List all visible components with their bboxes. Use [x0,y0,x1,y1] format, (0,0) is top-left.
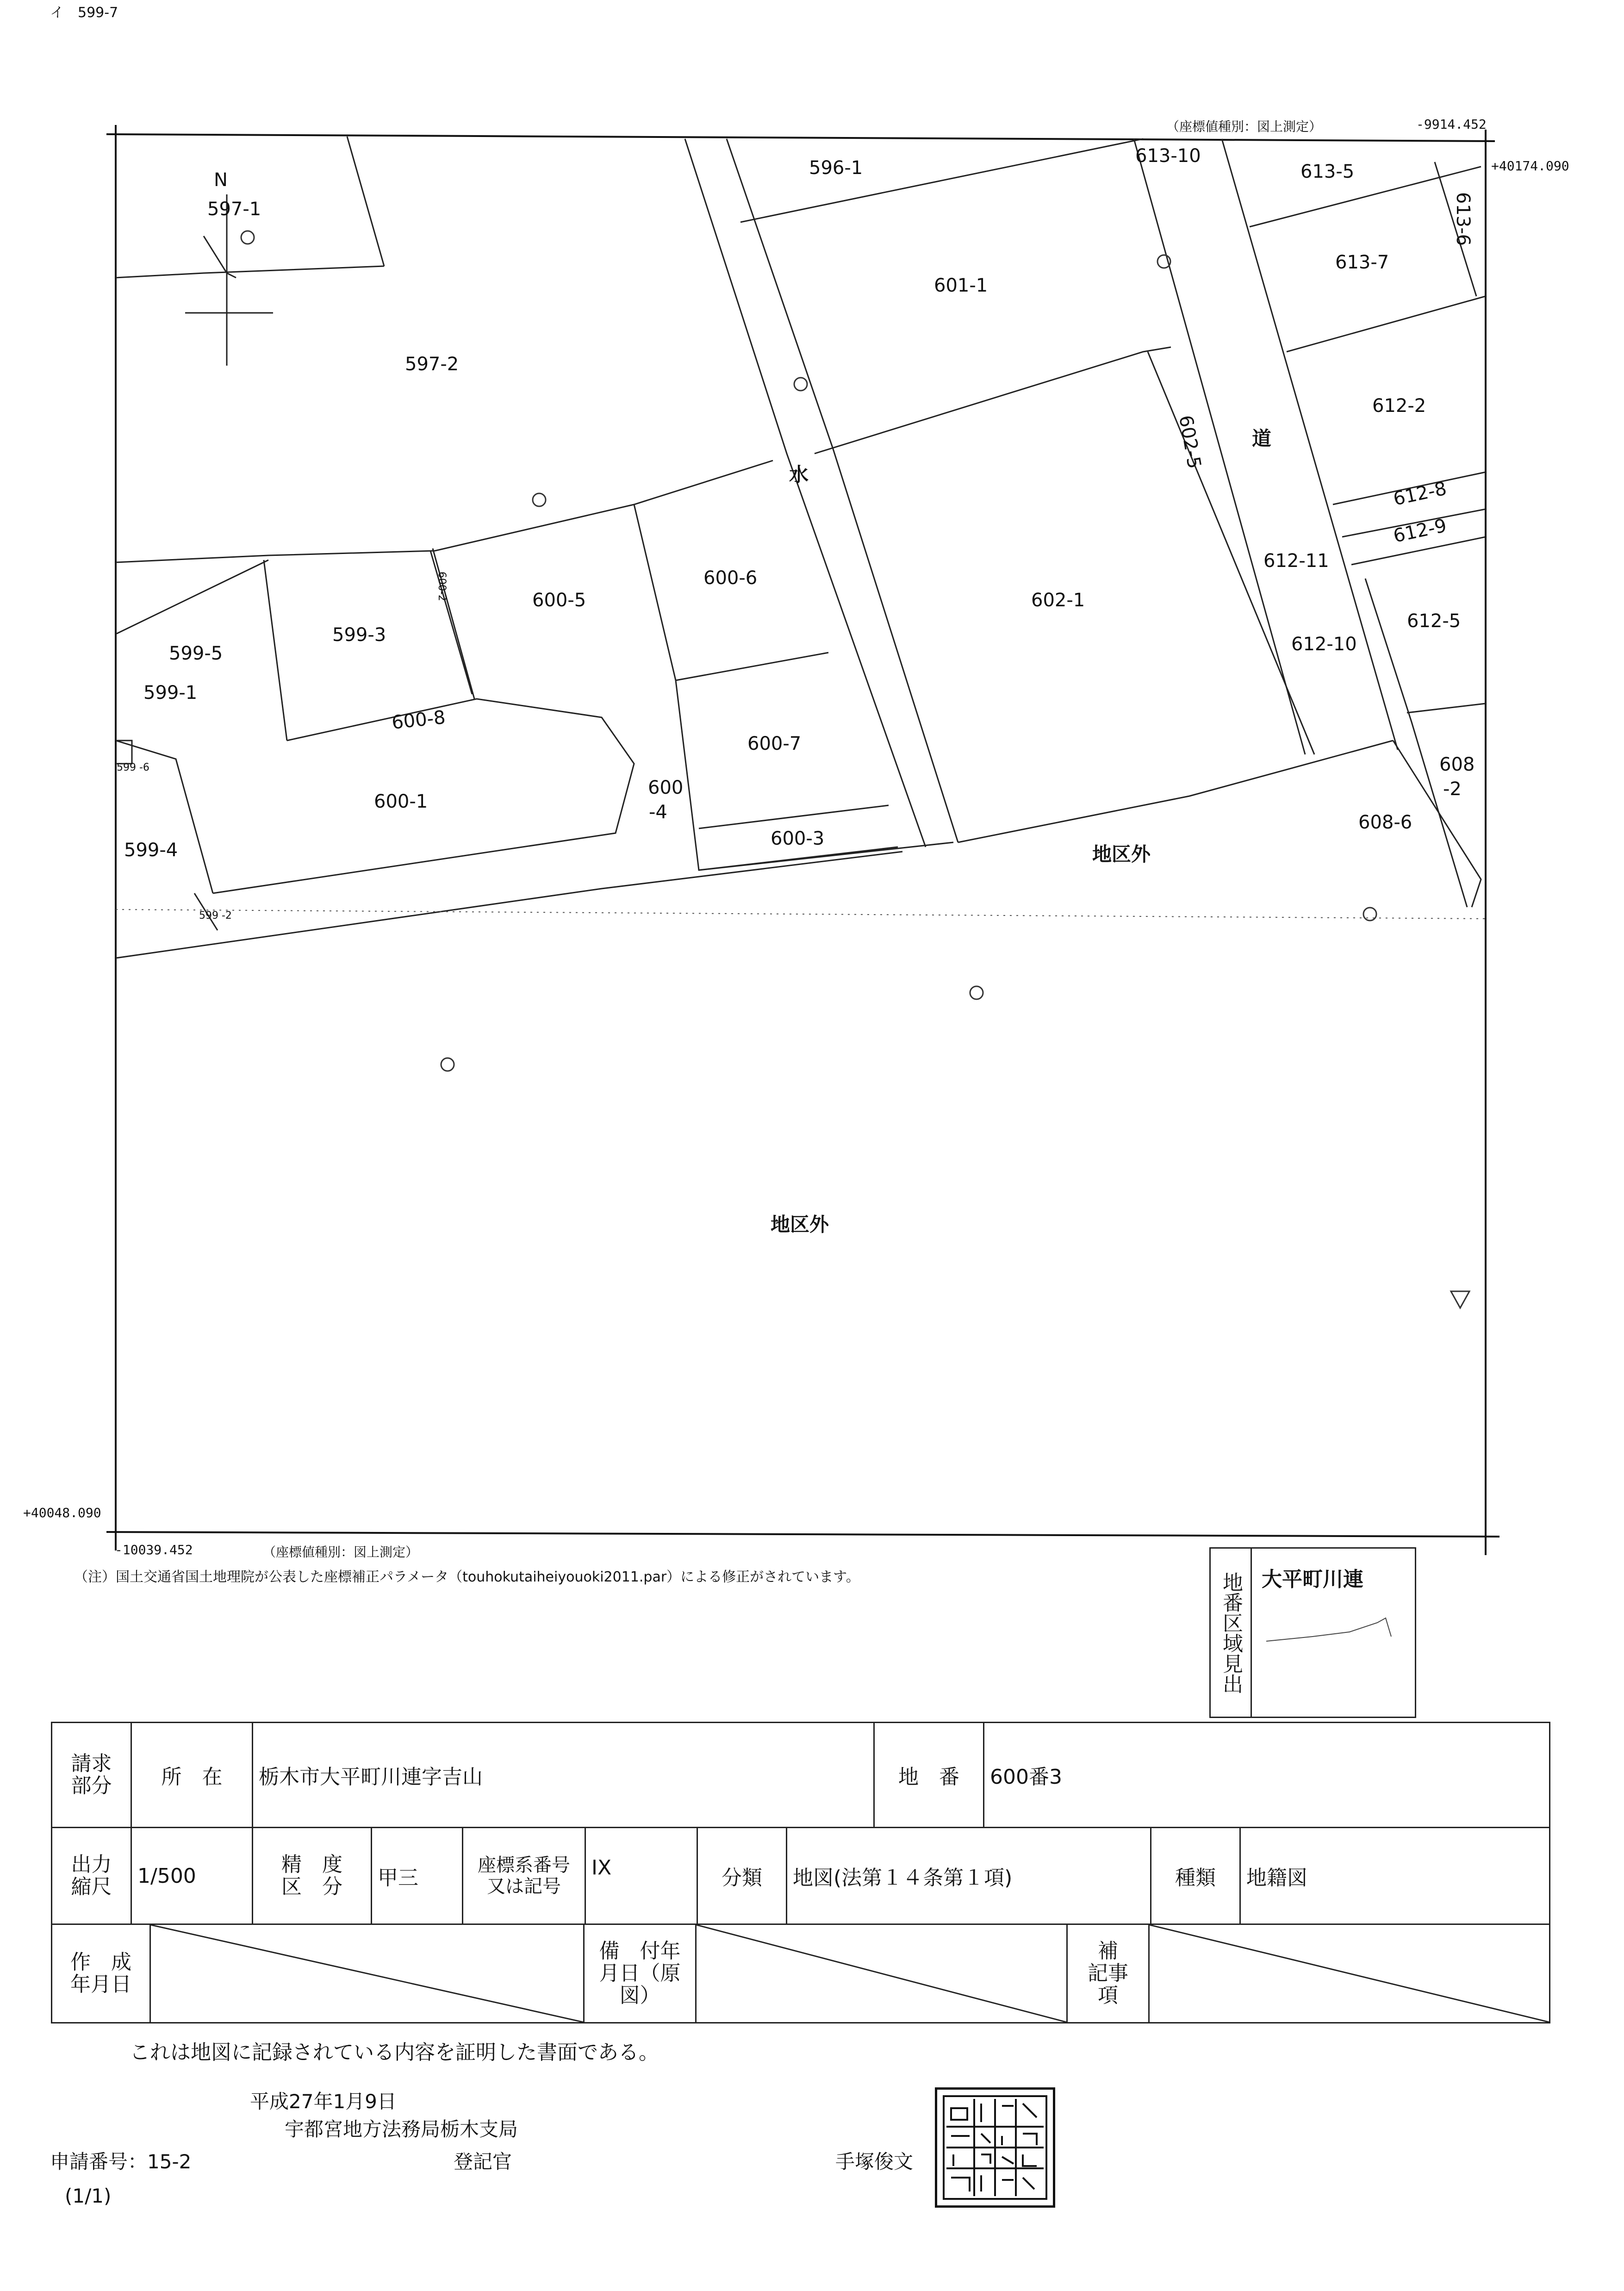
parcel-612-9: 612-9 [1391,515,1449,547]
location-value: 栃木市大平町川連字吉山 [259,1765,483,1789]
parcel-600-8: 600-8 [391,707,447,734]
coord-top-right-x: -9914.452 [1416,117,1487,132]
parcel-600-7: 600-7 [747,733,802,754]
kind-label: 種類 [1175,1866,1216,1890]
precision-label: 精 度区 分 [281,1853,342,1899]
coord-bottom-left-y: +40048.090 [23,1505,101,1520]
parcel-596-1: 596-1 [809,157,863,179]
precision-label-cell [252,1827,372,1925]
page-indicator: (1/1) [65,2185,112,2207]
parcel-599-1: 599-1 [143,682,198,703]
parcel-612-8: 612-8 [1391,478,1449,510]
legend-header: 地番区域見出 [1211,1549,1252,1717]
kind-value-cell [1239,1827,1550,1925]
water-label: 水 [789,463,809,486]
parcel-613-6: 613-6 [1452,192,1474,246]
legend-sketch [1266,1609,1405,1655]
kind-label-cell [1150,1827,1241,1925]
parcel-602-1: 602-1 [1031,590,1085,611]
coord-top-right-y: +40174.090 [1491,158,1569,174]
parcel-601-1: 601-1 [934,275,988,296]
coord-system-value: IX [591,1856,612,1880]
lot-value-cell [983,1722,1550,1828]
coord-system-label: 座標系番号又は記号 [478,1855,570,1897]
parcel-608-2-a: 608 [1439,754,1475,775]
class-value: 地図(法第１４条第１項) [793,1866,1013,1890]
precision-value-cell [371,1827,463,1925]
remarks-date-label: 備 付年月日（原図） [599,1939,681,2007]
class-label-cell [697,1827,787,1925]
lot-area-legend [1209,1547,1416,1718]
outside-district-label-1: 地区外 [1092,843,1151,865]
parcel-597-2: 597-2 [405,354,459,375]
parcel-613-7: 613-7 [1335,252,1389,273]
parcel-600-6: 600-6 [703,567,758,589]
kind-value: 地籍図 [1246,1866,1307,1890]
parcel-599-2: 599 -2 [199,910,232,921]
class-value-cell [786,1827,1151,1925]
parcel-600-3: 600-3 [771,828,825,849]
parcel-600-1: 600-1 [374,791,428,812]
correction-note: （注）国土交通省国土地理院が公表した座標補正パラメータ（touhokutaiheiyouoki2011.par）による修正がされています。 [74,1569,860,1585]
info-table [51,1722,1550,2023]
parcel-613-5: 613-5 [1300,161,1355,182]
scale-label: 出力縮尺 [71,1853,112,1899]
certification-statement: これは地図に記録されている内容を証明した書面である。 [130,2041,659,2064]
scale-value-cell [131,1827,253,1925]
scale-label-cell [51,1827,132,1925]
parcel-600-2: 600-2 [436,572,448,601]
parcel-597-1: 597-1 [207,199,261,220]
parcel-599-4: 599-4 [124,840,178,861]
outside-district-label-2: 地区外 [771,1213,829,1236]
parcel-600-5: 600-5 [532,590,586,611]
parcel-608-6: 608-6 [1358,812,1412,833]
requester-label-cell [51,1722,132,1828]
supplement-label: 補 記事 項 [1088,1939,1149,2007]
legend-area-name: 大平町川連 [1262,1568,1363,1591]
coord-system-value-cell [585,1827,698,1925]
scale-value: 1/500 [137,1864,196,1888]
coord-type-note-top: （座標値種別：図上測定） [1166,119,1322,134]
remarks-empty-diagonal [697,1925,1066,2022]
lot-value: 600番3 [990,1765,1062,1789]
precision-value: 甲三 [378,1866,418,1890]
coord-system-label-cell [462,1827,586,1925]
created-value-cell [149,1924,585,2023]
requester-label: 請求部分 [71,1752,112,1798]
parcel-612-2: 612-2 [1372,395,1426,417]
location-label: 所 在 [161,1765,223,1789]
registrar-name: 手塚俊文 [835,2150,914,2173]
created-empty-diagonal [151,1925,583,2022]
coord-bottom-left-x: -10039.452 [115,1542,193,1557]
created-label: 作 成年月日 [70,1950,131,1996]
seal-glyphs [937,2090,1053,2205]
north-label: N [214,169,228,191]
registrar-title: 登記官 [454,2150,512,2173]
road-label: 道 [1252,427,1272,450]
parcel-599-6: 599 -6 [117,762,149,773]
location-value-cell [252,1722,875,1828]
parcel-613-10: 613-10 [1135,145,1201,167]
lot-label-cell [873,1722,984,1828]
lot-label: 地 番 [898,1765,959,1789]
supplement-label-cell [1066,1924,1150,2023]
class-label: 分類 [722,1866,762,1890]
remarks-date-value-cell [695,1924,1068,2023]
issuing-office: 宇都宮地方法務局栃木支局 [285,2118,518,2141]
parcel-612-10: 612-10 [1291,634,1357,655]
parcel-599-5: 599-5 [169,643,223,664]
parcel-602-5: 602-5 [1175,413,1205,471]
issue-date: 平成27年1月9日 [250,2090,397,2113]
coord-type-note-bottom: （座標値種別：図上測定） [263,1544,419,1560]
request-number: 申請番号：15-2 [50,2150,192,2173]
parcel-612-5: 612-5 [1407,610,1461,632]
parcel-608-2-b: -2 [1443,778,1462,800]
parcel-612-11: 612-11 [1263,550,1329,572]
parcel-599-3: 599-3 [332,624,386,646]
parcel-600-4-b: -4 [649,802,667,823]
created-label-cell [51,1924,151,2023]
supplement-empty-diagonal [1150,1925,1549,2022]
parcel-600-4-a: 600 [648,777,684,798]
location-label-cell [131,1722,253,1828]
supplement-value-cell [1148,1924,1550,2023]
remarks-date-label-cell [583,1924,697,2023]
official-seal [935,2087,1055,2208]
corner-label: イ 599-7 [50,5,118,21]
